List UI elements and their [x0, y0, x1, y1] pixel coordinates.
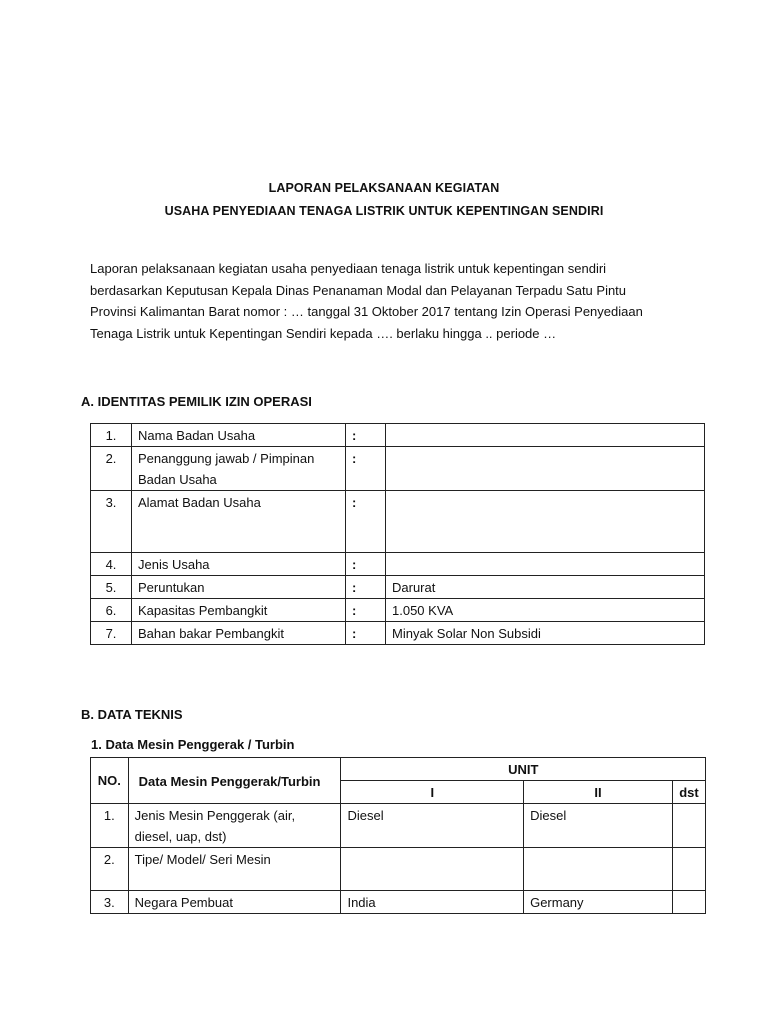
row-number: 2.	[91, 447, 132, 491]
unit-1-value	[341, 848, 524, 891]
row-label: Alamat Badan Usaha	[132, 491, 346, 553]
table-row	[91, 622, 705, 645]
unit-2-value: Diesel	[524, 804, 673, 848]
row-number: 6.	[91, 599, 132, 622]
row-colon: :	[346, 553, 386, 576]
document-title: LAPORAN PELAKSANAAN KEGIATAN	[268, 181, 500, 195]
table-row	[91, 576, 705, 599]
row-label: Jenis Usaha	[132, 553, 346, 576]
row-label: Penanggung jawab / Pimpinan Badan Usaha	[132, 447, 346, 491]
row-colon: :	[346, 599, 386, 622]
row-value: 1.050 KVA	[386, 599, 705, 622]
row-number: 2.	[91, 848, 129, 891]
row-colon: :	[346, 424, 386, 447]
row-number: 1.	[91, 804, 129, 848]
row-number: 4.	[91, 553, 132, 576]
table-row	[91, 491, 705, 553]
unit-2-value: Germany	[524, 891, 673, 914]
row-value	[386, 491, 705, 553]
row-number: 3.	[91, 891, 129, 914]
table-row	[91, 424, 705, 447]
document-subtitle: USAHA PENYEDIAAN TENAGA LISTRIK UNTUK KEPENTINGAN SENDIRI	[164, 204, 604, 218]
header-unit-1: I	[341, 781, 524, 804]
row-label: Negara Pembuat	[128, 891, 341, 914]
identity-table	[90, 423, 705, 645]
header-no: NO.	[91, 758, 129, 804]
row-number: 7.	[91, 622, 132, 645]
row-value	[386, 553, 705, 576]
section-a-heading: A. IDENTITAS PEMILIK IZIN OPERASI	[81, 394, 312, 409]
row-colon: :	[346, 491, 386, 553]
section-b1-subheading: 1. Data Mesin Penggerak / Turbin	[91, 737, 295, 752]
header-unit-2: II	[524, 781, 673, 804]
row-label: Peruntukan	[132, 576, 346, 599]
intro-paragraph	[90, 258, 690, 344]
intro-line: Tenaga Listrik untuk Kepentingan Sendiri kepada …. berlaku hingga .. periode …	[90, 325, 557, 341]
unit-dst-value	[672, 891, 705, 914]
table-row	[91, 848, 706, 891]
table-row	[91, 804, 706, 848]
row-value	[386, 447, 705, 491]
row-colon: :	[346, 576, 386, 599]
header-unit-dst: dst	[672, 781, 705, 804]
unit-dst-value	[672, 848, 705, 891]
row-label: Bahan bakar Pembangkit	[132, 622, 346, 645]
unit-1-value: India	[341, 891, 524, 914]
section-b-heading: B. DATA TEKNIS	[81, 707, 183, 722]
intro-line: berdasarkan Keputusan Kepala Dinas Penanaman Modal dan Pelayanan Terpadu Satu Pintu	[90, 282, 627, 298]
header-unit: UNIT	[341, 758, 706, 781]
unit-1-value: Diesel	[341, 804, 524, 848]
row-number: 3.	[91, 491, 132, 553]
row-colon: :	[346, 622, 386, 645]
row-label: Jenis Mesin Penggerak (air, diesel, uap, dst)	[128, 804, 341, 848]
unit-2-value	[524, 848, 673, 891]
intro-line: Laporan pelaksanaan kegiatan usaha penyediaan tenaga listrik untuk kepentingan sendiri	[90, 261, 607, 276]
row-label: Nama Badan Usaha	[132, 424, 346, 447]
row-number: 1.	[91, 424, 132, 447]
row-label: Tipe/ Model/ Seri Mesin	[128, 848, 341, 891]
row-value: Minyak Solar Non Subsidi	[386, 622, 705, 645]
row-label: Kapasitas Pembangkit	[132, 599, 346, 622]
table-header-row	[91, 758, 706, 781]
table-row	[91, 553, 705, 576]
table-row	[91, 447, 705, 491]
table-row	[91, 891, 706, 914]
unit-dst-value	[672, 804, 705, 848]
row-value: Darurat	[386, 576, 705, 599]
intro-line: Provinsi Kalimantan Barat nomor : … tanggal 31 Oktober 2017 tentang Izin Operasi Penyediaan	[90, 304, 643, 319]
engine-data-table	[90, 757, 706, 914]
row-colon: :	[346, 447, 386, 491]
table-row	[91, 599, 705, 622]
row-value	[386, 424, 705, 447]
header-description: Data Mesin Penggerak/Turbin	[128, 758, 341, 804]
row-number: 5.	[91, 576, 132, 599]
